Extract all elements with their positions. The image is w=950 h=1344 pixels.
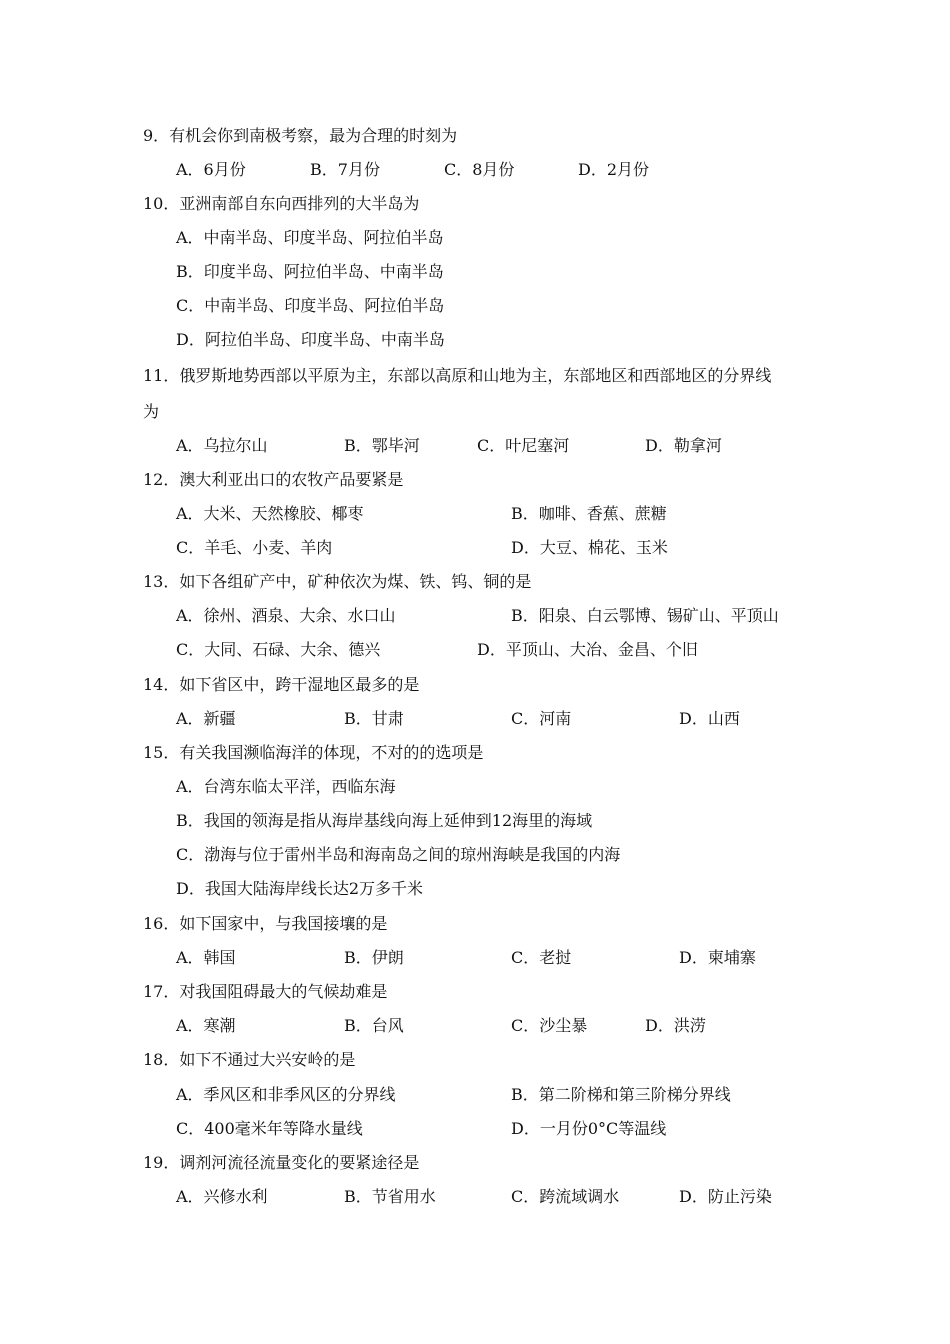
question-16-option-a: A．韩国 [176, 948, 236, 967]
question-12-option-c: C．羊毛、小麦、羊肉 [176, 538, 333, 557]
question-10-option-a: A．中南半岛、印度半岛、阿拉伯半岛 [176, 228, 444, 247]
question-11-option-c: C．叶尼塞河 [477, 436, 570, 455]
question-12-option-a: A．大米、天然橡胶、椰枣 [176, 504, 364, 523]
question-19-stem: 19．调剂河流径流量变化的要紧途径是 [143, 1153, 420, 1172]
question-17-option-c: C．沙尘暴 [511, 1016, 588, 1035]
question-19-option-a: A．兴修水利 [176, 1187, 268, 1206]
question-17-option-d: D．洪涝 [645, 1016, 706, 1035]
question-11-stem-continued: 为 [143, 402, 160, 421]
question-13-stem: 13．如下各组矿产中，矿种依次为煤、铁、钨、铜的是 [143, 572, 532, 591]
question-15-stem: 15．有关我国濒临海洋的体现，不对的的选项是 [143, 743, 484, 762]
question-11-option-d: D．勒拿河 [645, 436, 722, 455]
question-19-option-d: D．防止污染 [679, 1187, 772, 1206]
question-15-option-a: A．台湾东临太平洋，西临东海 [176, 777, 396, 796]
question-15-option-b: B．我国的领海是指从海岸基线向海上延伸到12海里的海域 [176, 811, 593, 830]
question-9-option-a: A．6月份 [176, 160, 246, 179]
question-15-option-d: D．我国大陆海岸线长达2万多千米 [176, 879, 424, 898]
question-17-option-a: A．寒潮 [176, 1016, 236, 1035]
question-13-option-a: A．徐州、酒泉、大余、水口山 [176, 606, 396, 625]
question-16-option-c: C．老挝 [511, 948, 572, 967]
question-11-option-b: B．鄂毕河 [344, 436, 420, 455]
question-16-option-b: B．伊朗 [344, 948, 404, 967]
question-12-option-b: B．咖啡、香蕉、蔗糖 [511, 504, 667, 523]
question-14-option-c: C．河南 [511, 709, 572, 728]
question-12-option-d: D．大豆、棉花、玉米 [511, 538, 668, 557]
question-9-option-b: B．7月份 [310, 160, 380, 179]
question-18-option-b: B．第二阶梯和第三阶梯分界线 [511, 1085, 731, 1104]
question-14-option-a: A．新疆 [176, 709, 236, 728]
question-18-option-a: A．季风区和非季风区的分界线 [176, 1085, 396, 1104]
question-10-option-b: B．印度半岛、阿拉伯半岛、中南半岛 [176, 262, 444, 281]
question-9-option-d: D．2月份 [578, 160, 650, 179]
question-14-option-b: B．甘肃 [344, 709, 404, 728]
question-11-option-a: A．乌拉尔山 [176, 436, 268, 455]
question-13-option-d: D．平顶山、大冶、金昌、个旧 [477, 640, 698, 659]
question-10-option-c: C．中南半岛、印度半岛、阿拉伯半岛 [176, 296, 445, 315]
question-9-stem: 9．有机会你到南极考察，最为合理的时刻为 [143, 126, 458, 145]
question-18-option-c: C．400毫米年等降水量线 [176, 1119, 363, 1138]
question-18-stem: 18．如下不通过大兴安岭的是 [143, 1050, 356, 1069]
question-16-option-d: D．柬埔寨 [679, 948, 756, 967]
question-11-stem: 11．俄罗斯地势西部以平原为主，东部以高原和山地为主，东部地区和西部地区的分界线 [143, 366, 772, 385]
question-13-option-b: B．阳泉、白云鄂博、锡矿山、平顶山 [511, 606, 779, 625]
question-12-stem: 12．澳大利亚出口的农牧产品要紧是 [143, 470, 404, 489]
question-19-option-c: C．跨流域调水 [511, 1187, 620, 1206]
question-13-option-c: C．大同、石碌、大余、德兴 [176, 640, 381, 659]
question-15-option-c: C．渤海与位于雷州半岛和海南岛之间的琼州海峡是我国的内海 [176, 845, 621, 864]
question-18-option-d: D．一月份0°C等温线 [511, 1119, 667, 1138]
question-9-option-c: C．8月份 [444, 160, 515, 179]
question-10-stem: 10．亚洲南部自东向西排列的大半岛为 [143, 194, 420, 213]
question-10-option-d: D．阿拉伯半岛、印度半岛、中南半岛 [176, 330, 445, 349]
question-14-stem: 14．如下省区中，跨干湿地区最多的是 [143, 675, 420, 694]
question-14-option-d: D．山西 [679, 709, 740, 728]
question-17-option-b: B．台风 [344, 1016, 404, 1035]
question-17-stem: 17．对我国阻碍最大的气候劫难是 [143, 982, 388, 1001]
question-16-stem: 16．如下国家中，与我国接壤的是 [143, 914, 388, 933]
question-19-option-b: B．节省用水 [344, 1187, 436, 1206]
